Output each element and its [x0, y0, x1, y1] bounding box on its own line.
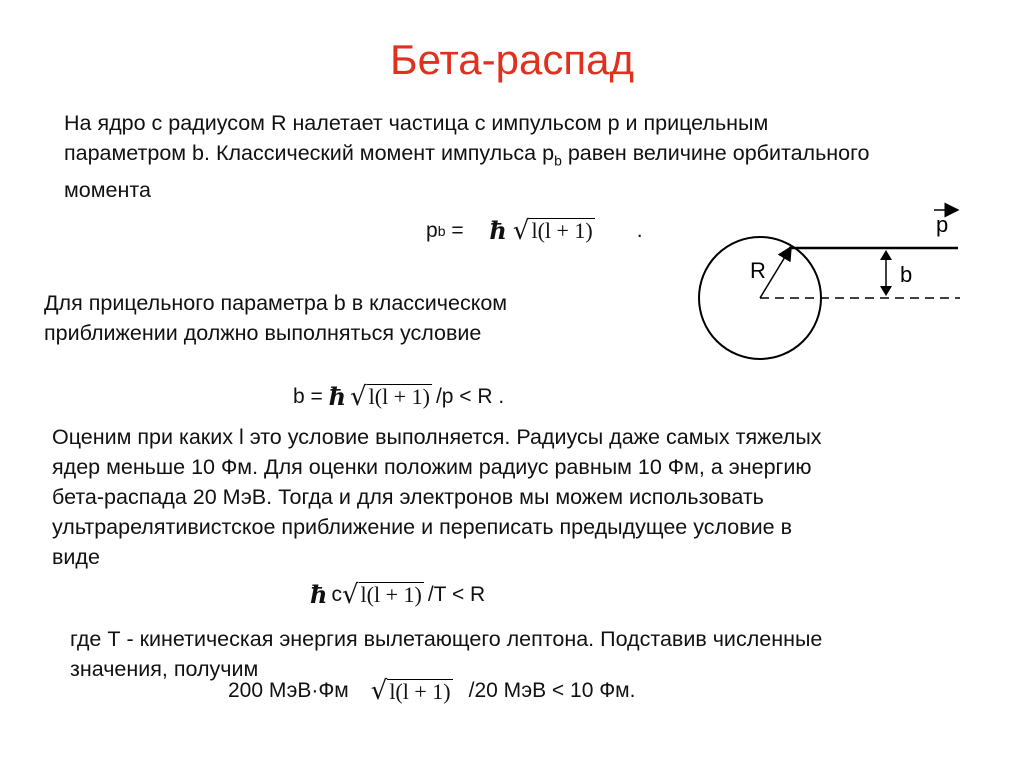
equation-numeric: 200 МэВ·Фм √ l(l + 1) /20 МэВ < 10 Фм. — [228, 676, 636, 706]
where-paragraph — [70, 624, 822, 684]
estimate-line-1: Оценим при каких l это условие выполняется. Радиусы даже самых тяжелых — [52, 425, 822, 449]
estimate-line-4: ультрарелятивистское приближение и переписать предыдущее условие в — [52, 515, 792, 539]
estimate-line-5: виде — [52, 545, 100, 569]
equation-b: b = ħ √ l(l + 1) /p < R . — [293, 381, 505, 412]
impact-arrow-up — [880, 250, 892, 260]
intro-line-2: параметром b. Классический момент импульса $p_b$ равен величине орбитального — [64, 141, 870, 169]
estimate-line-3: бета-распада 20 МэВ. Тогда и для электронов мы можем использовать — [52, 485, 764, 509]
equation-ultrarelativistic: ħ c √ l(l + 1) /T < R — [310, 579, 486, 610]
intro-line-3: момента — [64, 178, 151, 203]
impact-arrow-down — [880, 286, 892, 296]
label-R: R — [750, 258, 766, 283]
intro-paragraph — [64, 108, 869, 205]
sqrt-expression: √ l(l + 1) — [512, 215, 593, 246]
intro-line-1: На ядро с радиусом R налетает частица с импульсом p и прицельным — [64, 111, 769, 135]
where-line-2: значения, получим — [70, 657, 259, 681]
estimate-line-2: ядер меньше 10 Фм. Для оценки положим радиус равным 10 Фм, а энергию — [52, 455, 812, 479]
hbar-symbol: ħ — [489, 216, 507, 245]
slide-title: Бета-распад — [390, 36, 634, 83]
scattering-diagram — [690, 196, 980, 366]
condition-line-2: приближении должно выполняться условие — [44, 321, 482, 345]
estimate-paragraph — [52, 422, 822, 572]
where-line-1: где Т - кинетическая энергия вылетающего лептона. Подставив численные — [70, 627, 823, 651]
hbar-symbol: ħ — [310, 580, 328, 609]
equation-pb: p b = ħ √ l(l + 1) . — [426, 215, 643, 246]
sqrt-expression: √ l(l + 1) — [370, 676, 451, 706]
sqrt-expression: √ l(l + 1) — [341, 579, 422, 610]
label-b: b — [900, 262, 913, 287]
condition-paragraph — [44, 288, 507, 348]
hbar-symbol: ħ — [328, 382, 347, 411]
label-p: p — [936, 212, 949, 237]
condition-line-1: Для прицельного параметра b в классическом — [44, 291, 508, 315]
sqrt-expression: √ l(l + 1) — [350, 381, 430, 412]
